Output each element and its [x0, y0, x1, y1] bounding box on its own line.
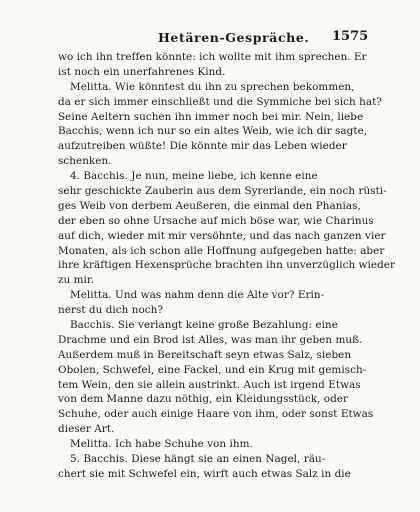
text-line: Obolen, Schwefel, eine Fackel, und ein Krug mit gemisch- [58, 363, 367, 376]
text-line: wo ich ihn treffen könnte: ich wollte mit ihm sprechen. Er [58, 51, 367, 63]
text-line: Schuhe, oder auch einige Haare von ihm, oder sonst Etwas [58, 408, 374, 421]
text-line: 5. Bacchis. Diese hängt sie an einen Nagel, räu- [70, 453, 326, 466]
text-line: der eben so ohne Ursache auf mich böse war, wie Charinus [58, 214, 374, 227]
text-line: Seine Aeltern suchen ihn immer noch bei mir. Nein, liebe [58, 110, 364, 123]
text-line: schenken. [58, 155, 112, 168]
text-line: auf dich, wieder mit mir versöhnte, und das nach ganzen vier [58, 229, 386, 242]
text-line: Bacchis. Sie verlangt keine große Bezahlung: eine [70, 319, 338, 332]
text-line: Außerdem muß in Bereitschaft seyn etwas Salz, sieben [58, 348, 352, 361]
page-number: 1575 [332, 29, 369, 44]
text-line: ist noch ein unerfahrenes Kind. [58, 65, 226, 78]
text-line: Melitta. Ich habe Schuhe von ihm. [70, 438, 253, 451]
text-line: sehr geschickte Zauberin aus dem Syrerlande, ein noch rüsti- [58, 185, 387, 198]
text-line: chert sie mit Schwefel ein, wirft auch etwas Salz in die [58, 467, 351, 480]
text-line: aufzutreiben wüßte! Die könnte mir das Leben wieder [58, 140, 347, 153]
text-line: ges Weib von derbem Aeußeren, die einmal den Phanias, [58, 199, 361, 212]
body-text [58, 50, 395, 482]
text-line: Melitta. Wie könntest du ihn zu sprechen bekommen, [70, 80, 355, 93]
running-title: Hetären-Gespräche. [158, 30, 310, 45]
text-line: von dem Manne dazu nöthig, ein Kleidungsstück, oder [58, 393, 348, 406]
text-line: dieser Art. [58, 423, 115, 436]
text-line: Bacchis, wenn ich nur so ein altes Weib, wie ich dir sagte, [58, 125, 368, 138]
text-line: nerst du dich noch? [58, 304, 164, 317]
text-line: 4. Bacchis. Je nun, meine liebe, ich kenne eine [70, 170, 318, 183]
text-line: Melitta. Und was nahm denn die Alte vor? Erin- [70, 289, 325, 302]
text-line: Drachme und ein Brod ist Alles, was man ihr geben muß. [58, 333, 363, 346]
text-line: zu mir. [58, 274, 95, 287]
text-line: tem Wein, den sie allein austrinkt. Auch ist irgend Etwas [58, 378, 361, 391]
text-line: ihre kräftigen Hexensprüche brachten ihn unverzüglich wieder [58, 259, 395, 272]
text-line: da er sich immer einschließt und die Symmiche bei sich hat? [58, 95, 382, 108]
text-line: Monaten, als ich schon alle Hoffnung aufgegeben hatte: aber [58, 244, 385, 257]
